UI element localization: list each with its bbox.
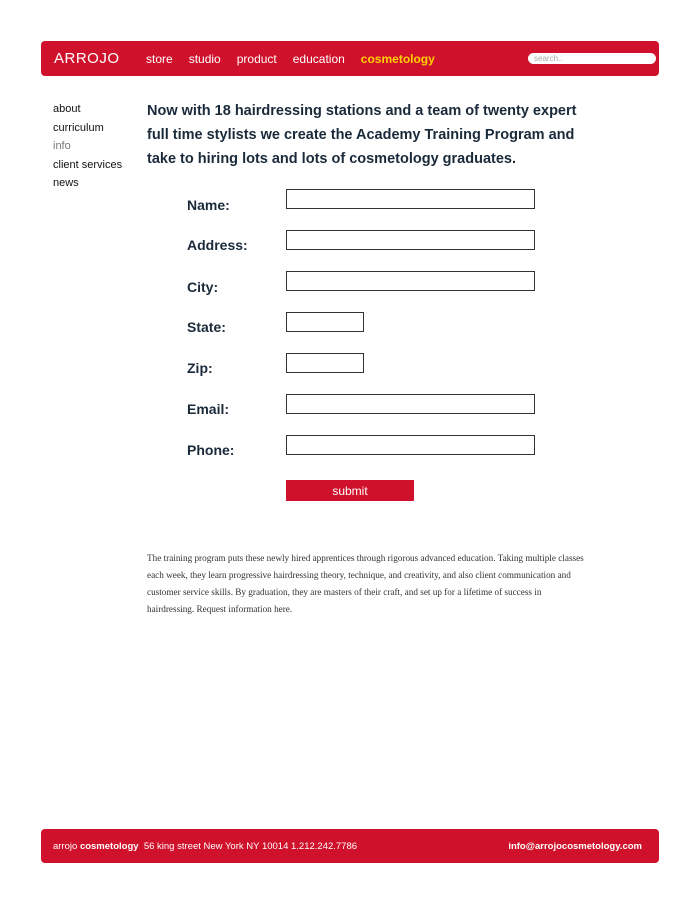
sidebar-item-about[interactable]: about	[53, 103, 81, 115]
footer-email-link[interactable]: info@arrojocosmetology.com	[508, 841, 642, 852]
nav-studio[interactable]: studio	[188, 52, 221, 66]
name-label: Name:	[187, 197, 230, 213]
city-label: City:	[187, 279, 219, 295]
phone-field[interactable]	[286, 435, 535, 455]
footer-brand-bold: cosmetology	[79, 841, 139, 852]
sidebar-item-curriculum[interactable]: curriculum	[53, 121, 104, 134]
city-field[interactable]	[286, 271, 535, 291]
state-label: State:	[187, 319, 226, 335]
zip-field[interactable]	[286, 353, 364, 373]
zip-label: Zip:	[187, 360, 213, 376]
email-label: Email:	[187, 401, 230, 417]
footer-address-block	[53, 841, 357, 852]
state-field[interactable]	[286, 312, 364, 332]
sidebar-item-news[interactable]: news	[53, 177, 79, 189]
nav-cosmetology[interactable]: cosmetology	[360, 52, 435, 66]
nav-product[interactable]: product	[236, 52, 277, 66]
nav-education[interactable]: education	[292, 52, 345, 66]
nav-store[interactable]: store	[146, 52, 173, 66]
sidebar-nav	[53, 100, 122, 193]
search-input[interactable]	[528, 53, 656, 64]
arrojo-logo[interactable]: ARROJO	[54, 50, 120, 67]
footer-bar	[41, 829, 659, 863]
name-field[interactable]	[286, 189, 535, 209]
program-description: The training program puts these newly hired apprentices through rigorous advanced education. Taking multiple classes each week, they learn progressive hairdressing theory, technique, and creativity, and also client communication and customer service skills. By graduation, they are masters of their craft, and set up for a lifetime of success in hairdressing. Request information here.	[147, 553, 584, 614]
top-navigation-bar	[41, 41, 659, 76]
page-headline: Now with 18 hairdressing stations and a team of twenty expert full time stylists we create the Academy Training Program and take to hiring lots and lots of cosmetology graduates.	[147, 103, 577, 167]
phone-label: Phone:	[187, 442, 235, 458]
footer-address: 56 king street New York NY 10014 1.212.242.7786	[143, 841, 358, 852]
submit-button[interactable]: submit	[286, 480, 414, 501]
address-field[interactable]	[286, 230, 535, 250]
address-label: Address:	[187, 237, 248, 253]
main-nav	[146, 52, 451, 66]
email-field[interactable]	[286, 394, 535, 414]
footer-brand-light: arrojo	[53, 841, 78, 852]
sidebar-item-info[interactable]: info	[53, 140, 71, 152]
sidebar-item-client-services[interactable]: client services	[53, 158, 123, 171]
